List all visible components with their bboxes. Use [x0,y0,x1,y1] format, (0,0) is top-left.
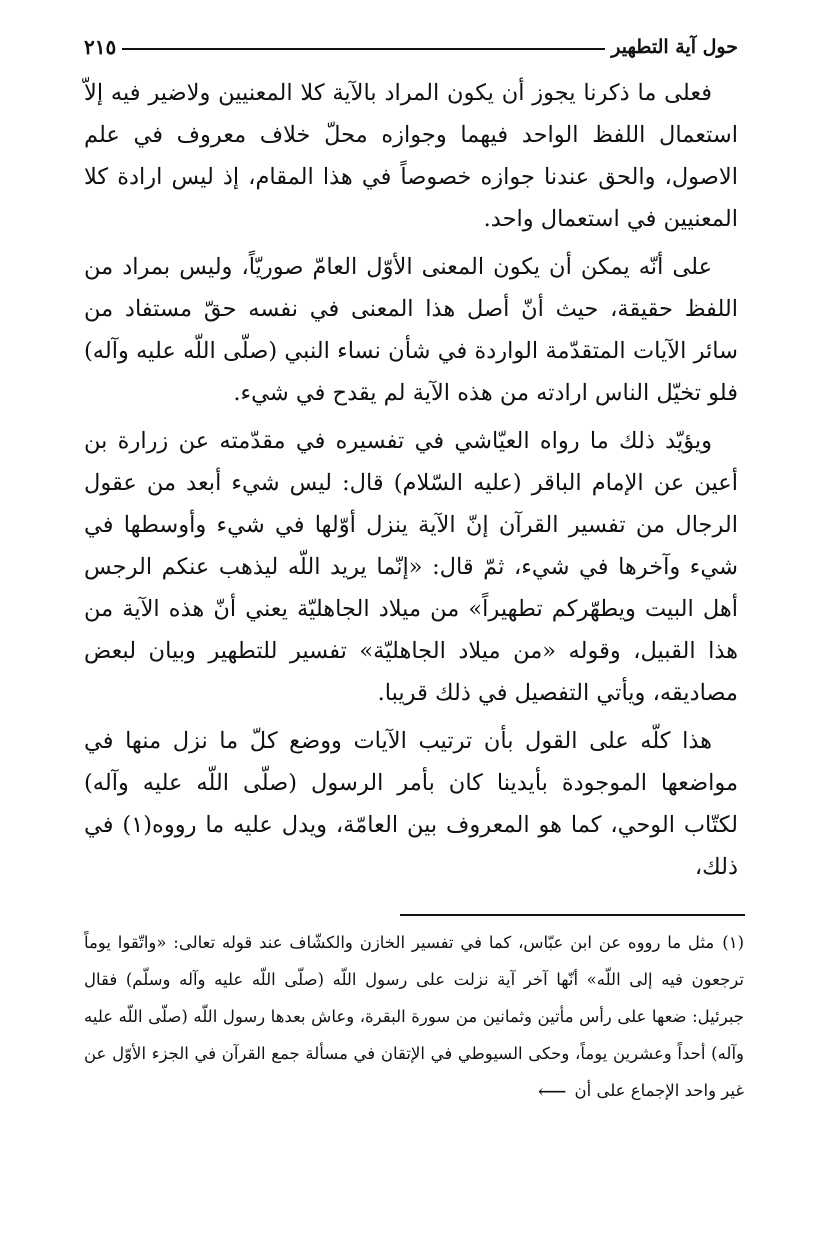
left-arrow-icon: ⟵ [537,1079,567,1103]
header-rule [122,48,605,50]
footnote-number: (١) [722,933,744,952]
paragraph-1: فعلى ما ذكرنا يجوز أن يكون المراد بالآية كلا المعنيين ولاضير فيه إلاّ استعمال اللفظ الواحد فيهما وجوازه محلّ خلاف معروف في علم الاصول، والحق عندنا جوازه خصوصاً في هذا المقام، إذ ليس ارادة كلا المعنيين في استعمال واحد. [84,80,738,232]
paragraph-2: على أنّه يمكن أن يكون المعنى الأوّل العامّ صوريّاً، وليس بمراد من اللفظ حقيقة، حيث أنّ أصل هذا المعنى في نفسه حقّ مستفاد من سائر الآيات المتقدّمة الواردة في شأن نساء النبي (صلّى اللّه عليه وآله) فلو تخيّل الناس ارادته من هذه الآية لم يقدح في شيء. [84,254,738,406]
footnote-text: مثل ما رووه عن ابن عبّاس، كما في تفسير الخازن والكشّاف عند قوله تعالى: «واتّقوا يوماً ترجعون فيه إلى اللّه» أنّها آخر آية نزلت على رسول اللّه (صلّى اللّه عليه وآله وسلّم) فقال جبرئيل: ضعها على رأس مأتين وثمانين من سورة البقرة، وعاش بعدها رسول اللّه (صلّى اللّه عليه وآله) أحداً وعشرين يوماً، وحكى السيوطي في الإتقان في مسألة جمع القرآن في الجزء الأوّل عن غير واحد الإجماع على أن [84,933,744,1100]
footnotes [84,924,744,1110]
footnote-1 [84,924,744,1110]
page-number: ٢١٥ [84,35,117,59]
paragraph-4: هذا كلّه على القول بأن ترتيب الآيات ووضع كلّ ما نزل منها في مواضعها الموجودة بأيدينا كان بأمر الرسول (صلّى اللّه عليه وآله) لكتّاب الوحي، كما هو المعروف بين العامّة، ويدل عليه ما رووه(١) في ذلك، [84,728,738,880]
paragraph-3: ويؤيّد ذلك ما رواه العيّاشي في تفسيره في مقدّمته عن زرارة بن أعين عن الإمام الباقر (عليه السّلام) قال: ليس شيء أبعد من عقول الرجال من تفسير القرآن إنّ الآية ينزل أوّلها في شيء وأوسطها في شيء وآخرها في شيء، ثمّ قال: «إنّما يريد اللّه ليذهب عنكم الرجس أهل البيت ويطهّركم تطهيراً» من ميلاد الجاهليّة يعني أنّ هذه الآية من هذا القبيل، وقوله «من ميلاد الجاهليّة» تفسير للتطهير وبيان لبعض مصاديقه، ويأتي التفصيل في ذلك قريبا. [84,428,738,706]
main-text [84,72,738,894]
running-header [84,30,738,64]
header-title: حول آية التطهير [611,36,738,58]
footnote-separator [400,914,745,916]
